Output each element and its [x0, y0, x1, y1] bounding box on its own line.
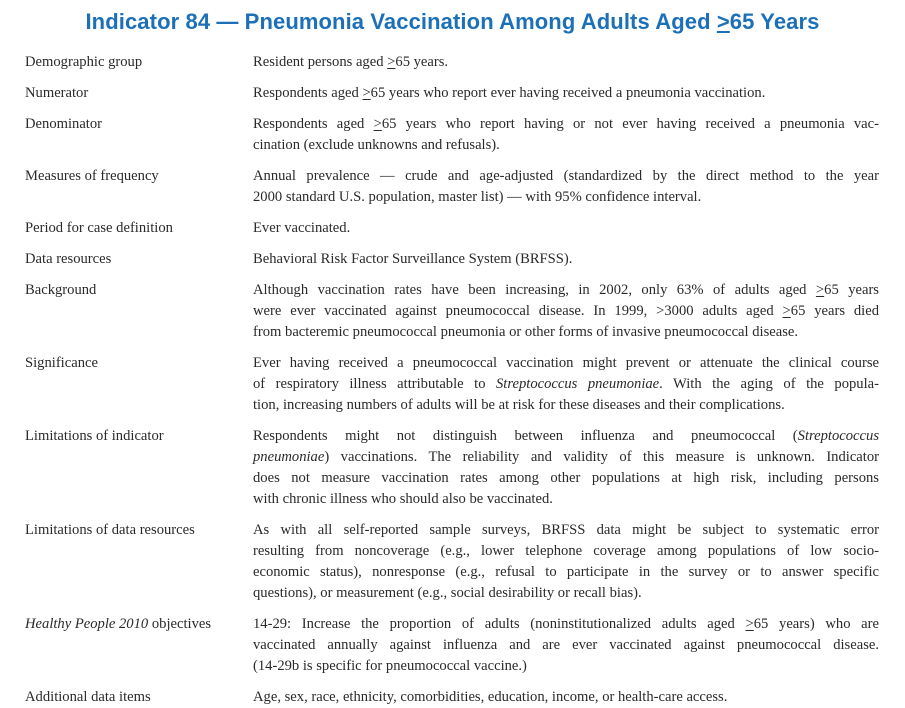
- text-segment: Demographic group: [25, 54, 143, 70]
- row-label: [25, 614, 253, 677]
- row-content: [253, 166, 879, 208]
- text-segment: Period for case definition: [25, 220, 173, 236]
- row-content: [253, 114, 879, 156]
- content-line: [253, 687, 879, 708]
- table-row: [25, 218, 879, 239]
- table-row: [25, 520, 879, 604]
- greater-equal-symbol: >: [782, 303, 791, 319]
- content-line: [253, 166, 879, 187]
- text-segment: Background: [25, 282, 97, 298]
- row-content: [253, 353, 879, 416]
- row-content: [253, 687, 879, 708]
- text-segment: economic status), nonresponse (e.g., refusal to participate in the survey or to answer specific: [253, 564, 879, 580]
- row-label: [25, 426, 253, 510]
- text-segment: Age, sex, race, ethnicity, comorbidities, education, income, or health-care access.: [253, 689, 728, 705]
- table-row: [25, 687, 879, 708]
- text-segment: As with all self-reported sample surveys, BRFSS data might be subject to systematic error: [253, 522, 879, 538]
- text-segment: . With the aging of the popula-: [659, 376, 879, 392]
- table-row: [25, 249, 879, 270]
- row-label: [25, 166, 253, 208]
- text-segment: Additional data items: [25, 689, 151, 705]
- row-label: [25, 249, 253, 270]
- text-segment: ) vaccinations. The reliability and validity of this measure is unknown. Indicator: [324, 449, 879, 465]
- text-segment: were ever vaccinated against pneumococcal disease. In 1999, >3000 adults aged >65 years died: [253, 303, 879, 319]
- row-content: [253, 520, 879, 604]
- text-segment: 14-29: Increase the proportion of adults (noninstitutionalized adults aged >65 years) who are: [253, 616, 879, 632]
- text-segment: Respondents might not distinguish between influenza and pneumococcal (: [253, 428, 798, 444]
- row-label: [25, 218, 253, 239]
- text-segment: (14-29b is specific for pneumococcal vaccine.): [253, 658, 527, 674]
- row-content: [253, 280, 879, 343]
- row-content: [253, 83, 879, 104]
- text-segment: Respondents aged >65 years who report ever having received a pneumonia vaccination.: [253, 85, 766, 101]
- row-content: [253, 614, 879, 677]
- table-row: [25, 353, 879, 416]
- content-line: [253, 218, 879, 239]
- content-line: [253, 583, 879, 604]
- content-line: [253, 489, 879, 510]
- row-label: [25, 687, 253, 708]
- table-row: [25, 166, 879, 208]
- row-content: [253, 218, 879, 239]
- table-row: [25, 52, 879, 73]
- greater-equal-symbol: >: [387, 54, 396, 70]
- text-segment: resulting from noncoverage (e.g., lower telephone coverage among populations of low socio-: [253, 543, 879, 559]
- text-segment: 2000 standard U.S. population, master list) — with 95% confidence interval.: [253, 189, 702, 205]
- content-line: [253, 468, 879, 489]
- content-line: [253, 520, 879, 541]
- content-line: [253, 187, 879, 208]
- text-segment: vaccinated annually against influenza and are ever vaccinated against pneumococcal disease.: [253, 637, 879, 653]
- content-line: [253, 374, 879, 395]
- text-segment: does not measure vaccination rates among other populations at high risk, including persons: [253, 470, 879, 486]
- text-segment: Healthy People 2010: [25, 616, 149, 632]
- row-label: [25, 52, 253, 73]
- page-title: [0, 0, 905, 35]
- content-line: [253, 426, 879, 447]
- content-line: [253, 395, 879, 416]
- text-segment: Numerator: [25, 85, 89, 101]
- content-line: [253, 83, 879, 104]
- content-line: [253, 447, 879, 468]
- content-line: [253, 135, 879, 156]
- row-label: [25, 280, 253, 343]
- text-segment: Behavioral Risk Factor Surveillance System (BRFSS).: [253, 251, 573, 267]
- text-segment: Indicator 84 — Pneumonia Vaccination Among Adults Aged >65 Years: [85, 9, 820, 34]
- content-line: [253, 562, 879, 583]
- text-segment: Data resources: [25, 251, 112, 267]
- table-row: [25, 83, 879, 104]
- text-segment: from bacteremic pneumococcal pneumonia or other forms of invasive pneumococcal disease.: [253, 324, 799, 340]
- text-segment: questions), or measurement (e.g., social desirability or recall bias).: [253, 585, 642, 601]
- text-segment: cination (exclude unknowns and refusals).: [253, 137, 500, 153]
- content-line: [253, 301, 879, 322]
- content-line: [253, 635, 879, 656]
- text-segment: tion, increasing numbers of adults will be at risk for these diseases and their complications.: [253, 397, 785, 413]
- text-segment: Significance: [25, 355, 98, 371]
- content-line: [253, 656, 879, 677]
- table-row: [25, 426, 879, 510]
- row-label: [25, 114, 253, 156]
- text-segment: Limitations of data resources: [25, 522, 195, 538]
- row-content: [253, 426, 879, 510]
- row-content: [253, 249, 879, 270]
- text-segment: Limitations of indicator: [25, 428, 164, 444]
- text-segment: Measures of frequency: [25, 168, 159, 184]
- greater-equal-symbol: >: [362, 85, 371, 101]
- text-segment: pneumoniae: [253, 449, 325, 465]
- greater-equal-symbol: >: [815, 282, 825, 298]
- text-segment: Denominator: [25, 116, 103, 132]
- content-line: [253, 353, 879, 374]
- text-segment: Ever vaccinated.: [253, 220, 351, 236]
- content-line: [253, 114, 879, 135]
- content-line: [253, 52, 879, 73]
- text-segment: Although vaccination rates have been increasing, in 2002, only 63% of adults aged >65 years: [253, 282, 879, 298]
- content-line: [253, 249, 879, 270]
- greater-equal-symbol: >: [745, 616, 754, 632]
- content-line: [253, 541, 879, 562]
- indicator-table: [25, 52, 879, 708]
- content-line: [253, 614, 879, 635]
- text-segment: objectives: [148, 616, 212, 632]
- text-segment: with chronic illness who should also be vaccinated.: [253, 491, 553, 507]
- row-content: [253, 52, 879, 73]
- content-line: [253, 280, 879, 301]
- row-label: [25, 353, 253, 416]
- row-label: [25, 83, 253, 104]
- table-row: [25, 614, 879, 677]
- table-row: [25, 280, 879, 343]
- text-segment: Streptococcus pneumoniae: [496, 376, 660, 392]
- text-segment: Respondents aged >65 years who report having or not ever having received a pneumonia vac-: [253, 116, 879, 132]
- table-row: [25, 114, 879, 156]
- text-segment: Ever having received a pneumococcal vaccination might prevent or attenuate the clinical course: [253, 355, 879, 371]
- text-segment: of respiratory illness attributable to: [253, 376, 496, 392]
- content-line: [253, 322, 879, 343]
- row-label: [25, 520, 253, 604]
- text-segment: Resident persons aged >65 years.: [253, 54, 449, 70]
- greater-equal-symbol: >: [373, 116, 382, 132]
- greater-equal-symbol: >: [716, 9, 730, 34]
- text-segment: Streptococcus: [797, 428, 879, 444]
- text-segment: Annual prevalence — crude and age-adjusted (standardized by the direct method to the year: [253, 168, 879, 184]
